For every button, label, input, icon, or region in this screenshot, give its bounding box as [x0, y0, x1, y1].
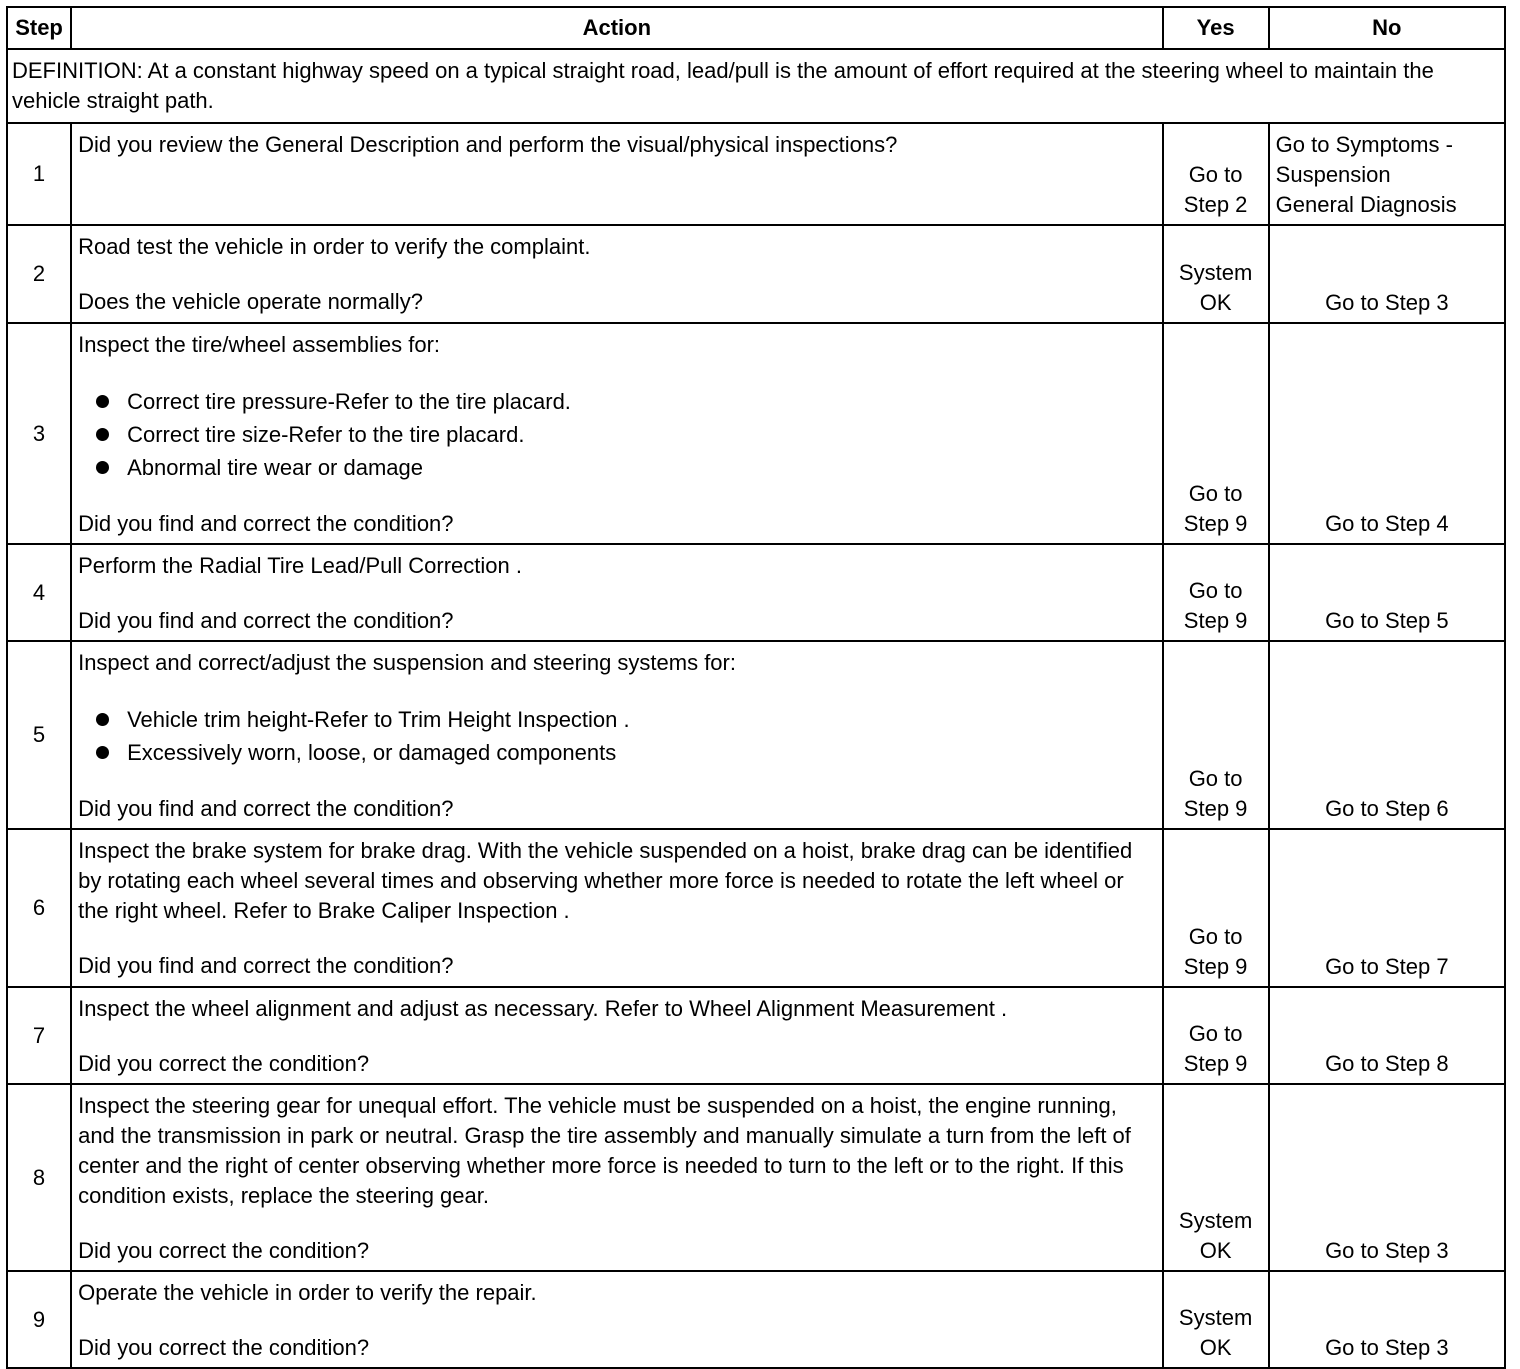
bullet-dot-icon	[96, 713, 109, 726]
bullet-item	[94, 385, 1155, 418]
yes-result	[1163, 829, 1269, 987]
action-question: Did you find and correct the condition?	[78, 953, 454, 978]
definition-row	[7, 49, 1505, 123]
action-cell	[71, 1084, 1162, 1271]
action-cell	[71, 323, 1162, 544]
no-result-line: General Diagnosis	[1275, 192, 1457, 217]
bullet-dot-icon	[96, 428, 109, 441]
yes-result	[1163, 225, 1269, 323]
no-result	[1269, 225, 1505, 323]
action-cell	[71, 1271, 1162, 1368]
yes-result-line: Step 9	[1183, 608, 1248, 633]
no-result-line: Go to Step 3	[1325, 290, 1449, 315]
yes-result-line: Go to	[1188, 766, 1243, 791]
no-result-line: Go to Step 5	[1325, 608, 1449, 633]
action-text: Did you review the General Description and perform the visual/physical inspections?	[78, 132, 898, 157]
no-result-line: Go to Step 6	[1325, 796, 1449, 821]
yes-result-line: System	[1178, 260, 1253, 285]
header-yes: Yes	[1163, 7, 1269, 49]
no-result-line: Suspension	[1275, 162, 1391, 187]
yes-result-line: Go to	[1188, 924, 1243, 949]
yes-result-line: System	[1178, 1305, 1253, 1330]
action-text: Inspect the wheel alignment and adjust as necessary. Refer to Wheel Alignment Measurement .	[78, 996, 1008, 1021]
yes-result-line: Step 9	[1183, 511, 1248, 536]
action-text: Inspect the steering gear for unequal effort. The vehicle must be suspended on a hoist, the engine running, and the transmission in park or neutral. Grasp the tire assembly and manually simulate a turn from the left of center and the right of center observing whether more force is needed to turn to the left or to the right. If this condition exists, replace the steering gear.	[78, 1093, 1131, 1208]
step-number: 7	[7, 987, 71, 1084]
step-number: 1	[7, 123, 71, 225]
no-result	[1269, 1271, 1505, 1368]
yes-result-line: Step 9	[1183, 796, 1248, 821]
yes-result-line: Go to	[1188, 578, 1243, 603]
bullet-text: Abnormal tire wear or damage	[127, 455, 423, 480]
no-result-line: Go to Symptoms -	[1275, 132, 1453, 157]
action-text: Perform the Radial Tire Lead/Pull Correction .	[78, 553, 522, 578]
table-row	[7, 544, 1505, 641]
yes-result	[1163, 987, 1269, 1084]
no-result-line: Go to Step 7	[1325, 954, 1449, 979]
step-number: 5	[7, 641, 71, 829]
action-question: Did you correct the condition?	[78, 1051, 370, 1076]
bullet-item	[94, 736, 1155, 769]
no-result	[1269, 829, 1505, 987]
no-result-line: Go to Step 3	[1325, 1238, 1449, 1263]
bullet-list	[78, 703, 1155, 769]
yes-result	[1163, 641, 1269, 829]
yes-result-line: Go to	[1188, 1021, 1243, 1046]
yes-result-line: Step 9	[1183, 954, 1248, 979]
yes-result	[1163, 1271, 1269, 1368]
action-text: Inspect the tire/wheel assemblies for:	[78, 332, 441, 357]
diagnostic-table	[6, 6, 1506, 1369]
action-text: Inspect the brake system for brake drag. With the vehicle suspended on a hoist, brake drag can be identified by rotating each wheel several times and observing whether more force is needed to rotate the left wheel or the right wheel. Refer to Brake Caliper Inspection .	[78, 838, 1133, 923]
yes-result	[1163, 123, 1269, 225]
action-cell	[71, 987, 1162, 1084]
bullet-dot-icon	[96, 746, 109, 759]
yes-result	[1163, 544, 1269, 641]
bullet-text: Correct tire size-Refer to the tire placard.	[127, 422, 525, 447]
yes-result-line: Step 9	[1183, 1051, 1248, 1076]
table-row	[7, 123, 1505, 225]
table-row	[7, 225, 1505, 323]
action-cell	[71, 829, 1162, 987]
no-result	[1269, 641, 1505, 829]
step-number: 9	[7, 1271, 71, 1368]
action-cell	[71, 123, 1162, 225]
step-number: 6	[7, 829, 71, 987]
action-question: Did you correct the condition?	[78, 1238, 370, 1263]
no-result	[1269, 323, 1505, 544]
bullet-item	[94, 703, 1155, 736]
bullet-item	[94, 418, 1155, 451]
table-row	[7, 829, 1505, 987]
definition-text: DEFINITION: At a constant highway speed on a typical straight road, lead/pull is the amount of effort required at the steering wheel to maintain the vehicle straight path.	[7, 49, 1505, 123]
no-result	[1269, 1084, 1505, 1271]
bullet-item	[94, 451, 1155, 484]
action-text: Operate the vehicle in order to verify the repair.	[78, 1280, 537, 1305]
bullet-text: Excessively worn, loose, or damaged components	[127, 740, 617, 765]
bullet-dot-icon	[96, 461, 109, 474]
no-result	[1269, 544, 1505, 641]
table-row	[7, 323, 1505, 544]
action-cell	[71, 641, 1162, 829]
yes-result-line: System	[1178, 1208, 1253, 1233]
action-cell	[71, 544, 1162, 641]
step-number: 8	[7, 1084, 71, 1271]
no-result-line: Go to Step 4	[1325, 511, 1449, 536]
bullet-text: Vehicle trim height-Refer to Trim Height Inspection .	[127, 707, 630, 732]
bullet-list	[78, 385, 1155, 484]
table-row	[7, 1271, 1505, 1368]
yes-result-line: Go to	[1188, 481, 1243, 506]
step-number: 3	[7, 323, 71, 544]
yes-result	[1163, 1084, 1269, 1271]
table-row	[7, 641, 1505, 829]
no-result	[1269, 123, 1505, 225]
step-number: 2	[7, 225, 71, 323]
yes-result-line: OK	[1199, 1335, 1232, 1360]
bullet-dot-icon	[96, 395, 109, 408]
action-question: Did you find and correct the condition?	[78, 608, 454, 633]
header-no: No	[1269, 7, 1505, 49]
no-result	[1269, 987, 1505, 1084]
yes-result-line: OK	[1199, 1238, 1232, 1263]
no-result-line: Go to Step 3	[1325, 1335, 1449, 1360]
table-row	[7, 987, 1505, 1084]
table-row	[7, 1084, 1505, 1271]
action-question: Did you find and correct the condition?	[78, 511, 454, 536]
header-row	[7, 7, 1505, 49]
action-question: Does the vehicle operate normally?	[78, 289, 423, 314]
step-number: 4	[7, 544, 71, 641]
no-result-line: Go to Step 8	[1325, 1051, 1449, 1076]
action-text: Road test the vehicle in order to verify the complaint.	[78, 234, 591, 259]
action-text: Inspect and correct/adjust the suspension and steering systems for:	[78, 650, 736, 675]
yes-result-line: Step 2	[1183, 192, 1248, 217]
action-cell	[71, 225, 1162, 323]
yes-result-line: OK	[1199, 290, 1232, 315]
action-question: Did you find and correct the condition?	[78, 796, 454, 821]
yes-result	[1163, 323, 1269, 544]
bullet-text: Correct tire pressure-Refer to the tire placard.	[127, 389, 571, 414]
yes-result-line: Go to	[1188, 162, 1243, 187]
header-action: Action	[71, 7, 1162, 49]
header-step: Step	[7, 7, 71, 49]
action-question: Did you correct the condition?	[78, 1335, 370, 1360]
